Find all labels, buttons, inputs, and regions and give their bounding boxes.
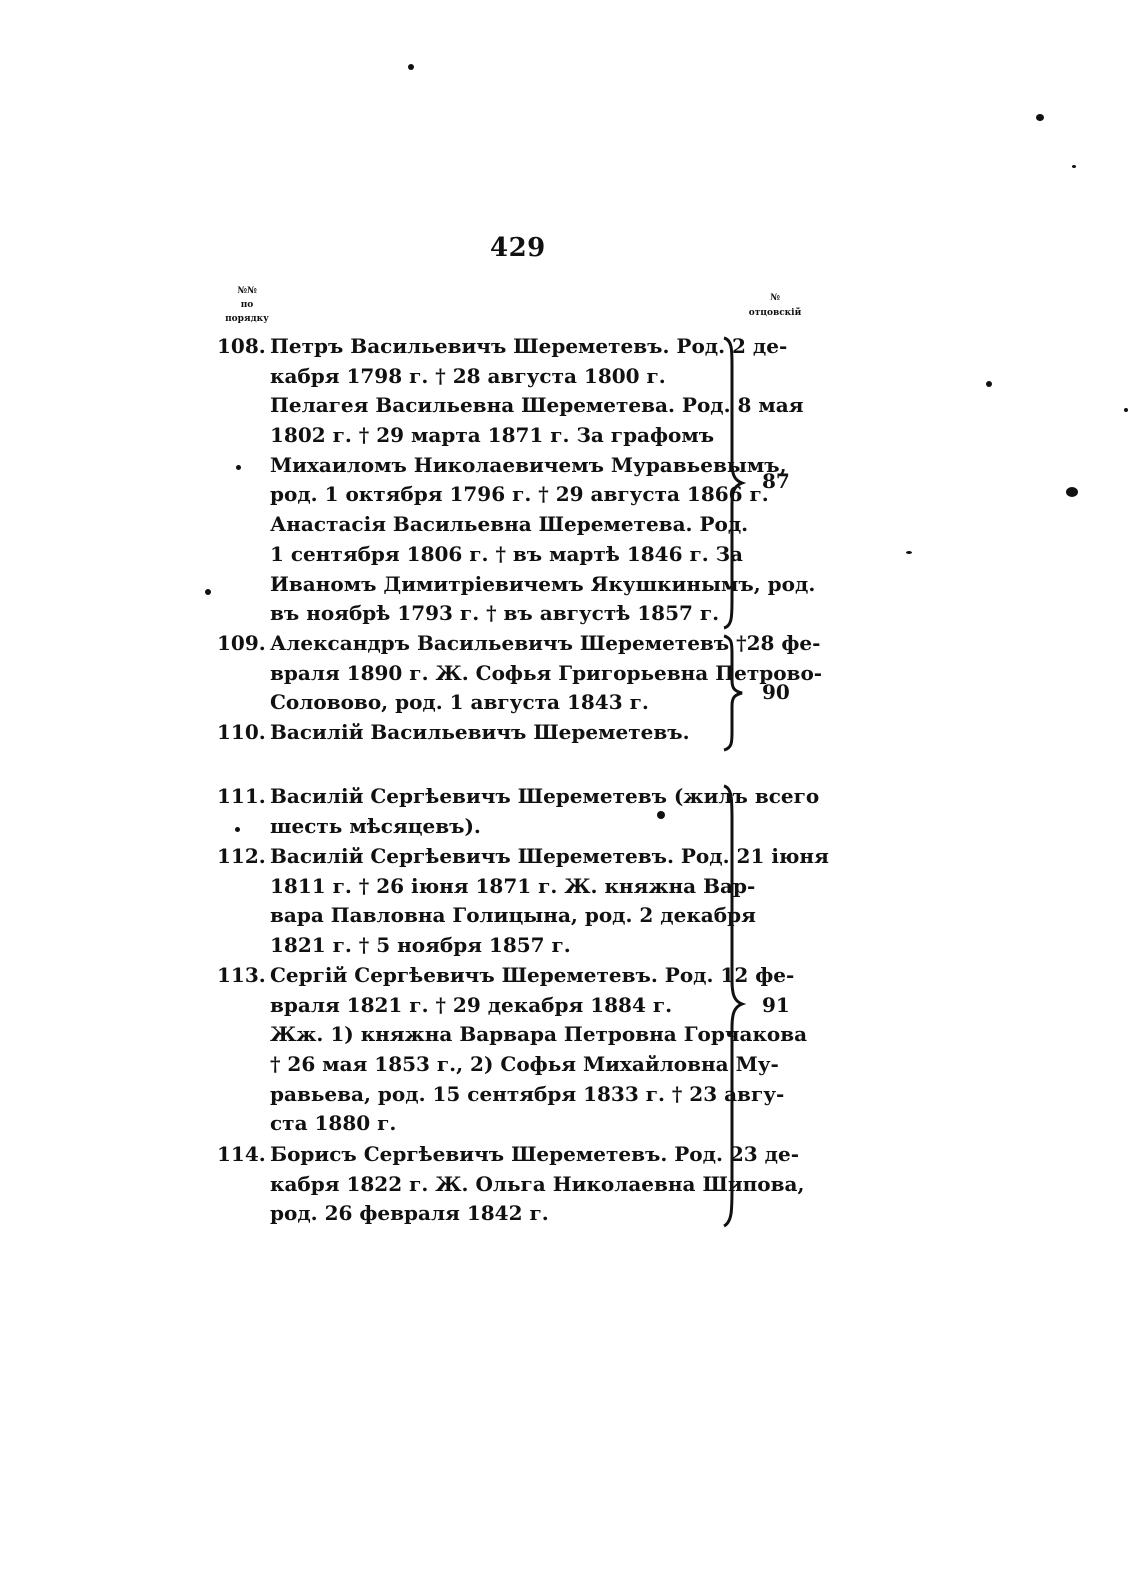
entry-line: Борисъ Сергѣевичъ Шереметевъ. Род. 23 де- (270, 1142, 800, 1166)
entry-line: Иваномъ Димитріевичемъ Якушкинымъ, род. (270, 571, 816, 596)
entry-line: въ ноябрѣ 1793 г. † въ августѣ 1857 г. (270, 601, 720, 626)
entry-line: Михаиломъ Николаевичемъ Муравьевымъ, (270, 452, 787, 477)
scan-speck (205, 589, 211, 595)
entry-line: Жж. 1) княжна Варвара Петровна Горчакова (270, 1022, 808, 1047)
entry-line: 1 сентября 1806 г. † въ мартѣ 1846 г. За (270, 541, 744, 566)
entry-text (270, 718, 716, 748)
entry-line: Соловово, род. 1 августа 1843 г. (270, 690, 649, 715)
entry-line: враля 1890 г. Ж. Софья Григорьевна Петрово- (270, 660, 823, 685)
right-brace-icon (718, 336, 748, 630)
entry-text (270, 332, 816, 629)
entry-line: ста 1880 г. (270, 1111, 397, 1136)
entry-line: Василій Сергѣевичъ Шереметевъ. Род. 21 іюня (270, 844, 829, 868)
father-ref-90: 90 (762, 680, 790, 704)
scan-speck (986, 381, 992, 387)
entry-number: 113. (217, 963, 266, 987)
entry-number: 109. (217, 631, 266, 655)
scan-speck (657, 811, 665, 819)
scan-speck (1072, 165, 1076, 168)
header-line: отцовскій (748, 308, 802, 318)
entry-line: 1821 г. † 5 ноября 1857 г. (270, 933, 571, 958)
entry-line: Анастасія Васильевна Шереметева. Род. (270, 512, 749, 537)
entry-text (270, 1140, 805, 1229)
scan-speck (408, 64, 414, 70)
entry-line: Петръ Васильевичъ Шереметевъ. Род. 2 де- (270, 334, 788, 358)
entry-line: равьева, род. 15 сентября 1833 г. † 23 авгу- (270, 1081, 785, 1106)
scan-speck (235, 827, 240, 832)
header-line: №№ (237, 286, 257, 296)
entry-line: Василій Васильевичъ Шереметевъ. (270, 720, 690, 744)
scan-speck (906, 551, 912, 554)
entry-line: кабря 1822 г. Ж. Ольга Николаевна Шипова, (270, 1171, 805, 1196)
entry-line: кабря 1798 г. † 28 августа 1800 г. (270, 363, 666, 388)
entry-number: 108. (217, 334, 266, 358)
father-ref-87: 87 (762, 469, 790, 493)
header-line: порядку (225, 314, 269, 324)
entry-number: 111. (217, 784, 266, 808)
page-number: 429 (490, 233, 546, 263)
entry-line: род. 26 февраля 1842 г. (270, 1201, 549, 1226)
entry-number: 110. (217, 720, 266, 744)
entry-line: враля 1821 г. † 29 декабря 1884 г. (270, 992, 673, 1017)
entry-line: Пелагея Васильевна Шереметева. Род. 8 мая (270, 393, 804, 418)
entry-line: Александръ Васильевичъ Шереметевъ †28 фе- (270, 631, 821, 655)
header-line: № (770, 293, 780, 303)
entry-number: 112. (217, 844, 266, 868)
right-brace-icon (718, 634, 748, 752)
order-number-column-header (217, 284, 277, 326)
entry-line: 1811 г. † 26 іюня 1871 г. Ж. княжна Вар- (270, 873, 756, 898)
header-line: по (240, 300, 254, 310)
scan-speck (1124, 408, 1128, 412)
father-ref-91: 91 (762, 993, 790, 1017)
entry-line: Василій Сергѣевичъ Шереметевъ (жилъ всего (270, 784, 820, 808)
entry-line: Сергій Сергѣевичъ Шереметевъ. Род. 12 фе- (270, 963, 795, 987)
scan-speck (1066, 487, 1078, 497)
entry-text (270, 842, 829, 961)
father-number-column-header (740, 291, 810, 321)
scan-speck (236, 465, 241, 470)
entry-line: шесть мѣсяцевъ). (270, 813, 481, 838)
entry-text (270, 782, 820, 841)
scan-speck (1036, 114, 1044, 121)
entry-text (270, 629, 823, 718)
entry-line: † 26 мая 1853 г., 2) Софья Михайловна Му- (270, 1052, 779, 1077)
entry-line: вара Павловна Голицына, род. 2 декабря (270, 903, 756, 928)
entry-number: 114. (217, 1142, 266, 1166)
entry-line: род. 1 октября 1796 г. † 29 августа 1866 г. (270, 482, 769, 507)
right-brace-icon (718, 784, 748, 1228)
entry-line: 1802 г. † 29 марта 1871 г. За графомъ (270, 423, 715, 448)
